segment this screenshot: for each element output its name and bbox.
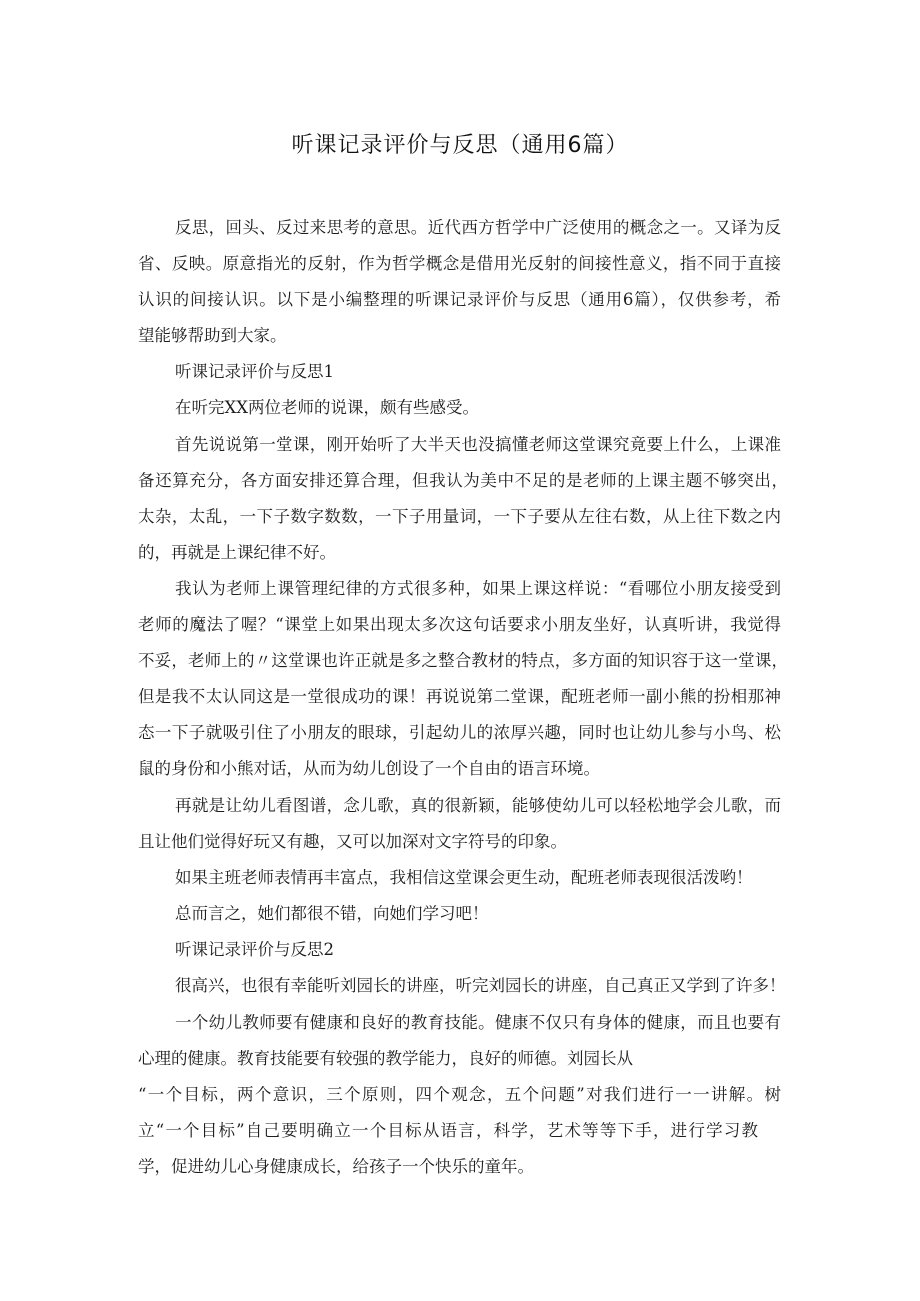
paragraph-line: 在听完XX两位老师的说课，颇有些感受。	[175, 398, 479, 417]
paragraph-line: 学，促进幼儿心身健康成长，给孩子一个快乐的童年。	[138, 1157, 534, 1176]
paragraph-line: 望能够帮助到大家。	[138, 326, 287, 345]
paragraph-line: 很高兴，也很有幸能听刘园长的讲座，听完刘园长的讲座，自己真正又学到了许多！	[175, 976, 786, 995]
paragraph-line: 省、反映。原意指光的反射，作为哲学概念是借用光反射的间接性意义，指不同于直接	[138, 254, 781, 273]
paragraph-line: 再就是让幼儿看图谱，念儿歌，真的很新颖，能够使幼儿可以轻松地学会儿歌，而	[175, 796, 781, 815]
paragraph-line: 反思，回头、反过来思考的意思。近代西方哲学中广泛使用的概念之一。又译为反	[175, 218, 781, 237]
paragraph-line: 总而言之，她们都很不错，向她们学习吧！	[175, 904, 489, 923]
paragraph-line: 态一下子就吸引住了小朋友的眼球，引起幼儿的浓厚兴趣，同时也让幼儿参与小鸟、松	[138, 723, 781, 742]
paragraph-line: 老师的魔法了喔？“课堂上如果出现太多次这句话要求小朋友坐好，认真听讲，我觉得	[138, 615, 781, 634]
paragraph-line: 心理的健康。教育技能要有较强的教学能力，良好的师德。刘园长从	[138, 1049, 633, 1068]
paragraph-line: 不妥，老师上的〃这堂课也许正就是多之整合教材的特点，多方面的知识容于这一堂课，	[138, 651, 788, 670]
paragraph-line: 的，再就是上课纪律不好。	[138, 543, 336, 562]
section-heading: 听课记录评价与反思2	[175, 940, 334, 959]
paragraph-line: 认识的间接认识。以下是小编整理的听课记录评价与反思（通用6篇），仅供参考，希	[138, 290, 781, 309]
paragraph-line: 一个幼儿教师要有健康和良好的教育技能。健康不仅只有身体的健康，而且也要有	[175, 1013, 781, 1032]
paragraph-line: 鼠的身份和小熊对话，从而为幼儿创设了一个自由的语言环境。	[138, 759, 600, 778]
document-title: 听课记录评价与反思（通用6篇）	[291, 133, 629, 158]
paragraph-line: 我认为老师上课管理纪律的方式很多种，如果上课这样说：“看哪位小朋友接受到	[175, 579, 781, 598]
section-heading: 听课记录评价与反思1	[175, 362, 334, 381]
paragraph-line: “一个目标，两个意识，三个原则，四个观念，五个问题”对我们进行一一讲解。树	[138, 1085, 781, 1104]
paragraph-line: 但是我不太认同这是一堂很成功的课！再说说第二堂课，配班老师一副小熊的扮相那神	[138, 687, 781, 706]
paragraph-line: 首先说说第一堂课，刚开始听了大半天也没搞懂老师这堂课究竟要上什么，上课准	[175, 435, 781, 454]
paragraph-line: 太杂，太乱，一下子数字数数，一下子用量词，一下子要从左往右数，从上往下数之内	[138, 507, 781, 526]
paragraph-line: 且让他们觉得好玩又有趣，又可以加深对文字符号的印象。	[138, 832, 567, 851]
paragraph-line: 立“一个目标”自己要明确立一个目标从语言，科学，艺术等等下手，进行学习教	[138, 1121, 758, 1140]
paragraph-line: 如果主班老师表情再丰富点，我相信这堂课会更生动，配班老师表现很活泼哟！	[175, 868, 753, 887]
paragraph-line: 备还算充分，各方面安排还算合理，但我认为美中不足的是老师的上课主题不够突出，	[138, 471, 788, 490]
